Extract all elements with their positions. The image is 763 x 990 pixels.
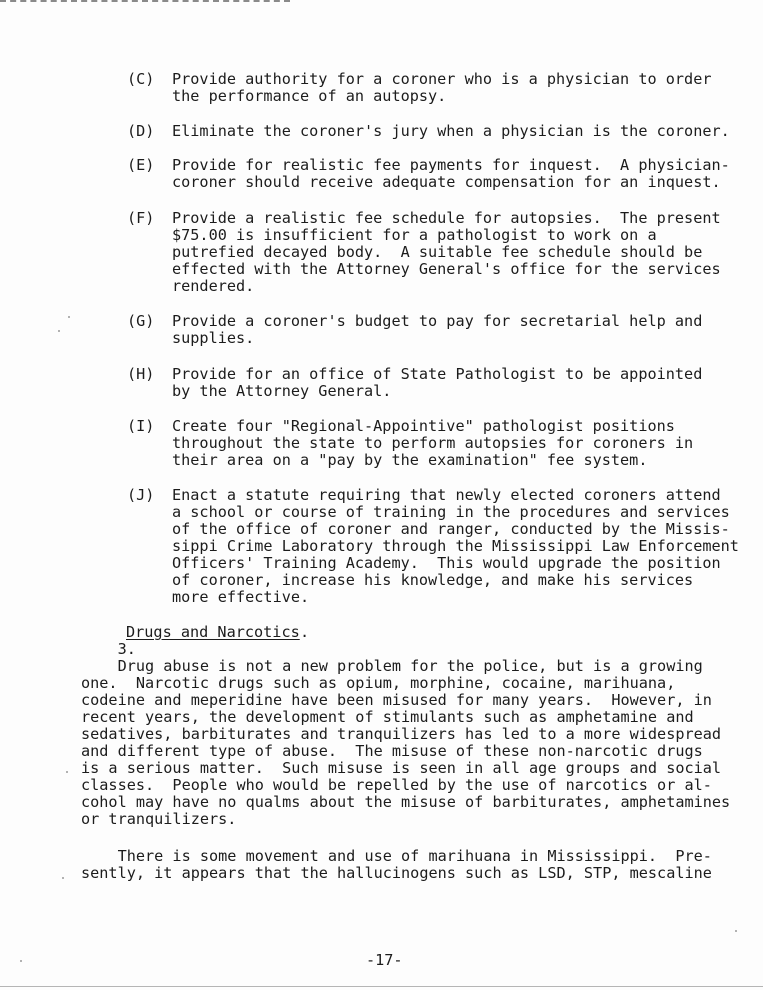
- section-number: 3.: [117, 640, 136, 658]
- item-text-line: Provide a realistic fee schedule for autopsies. The present: [172, 209, 721, 227]
- scan-speck: [62, 877, 64, 879]
- scan-speck: [58, 330, 60, 332]
- item-label: (C): [127, 70, 155, 88]
- item-text-line: Officers' Training Academy. This would upgrade the position: [172, 554, 721, 572]
- item-text-line: Provide a coroner's budget to pay for secretarial help and: [172, 312, 703, 330]
- item-text-line: their area on a "pay by the examination" fee system.: [172, 451, 648, 469]
- item-label: (E): [127, 156, 155, 174]
- item-text-line: Eliminate the coroner's jury when a physician is the coroner.: [172, 122, 730, 140]
- item-text-line: Provide for an office of State Pathologist to be appointed: [172, 365, 703, 383]
- item-text-line: effected with the Attorney General's office for the services: [172, 260, 721, 278]
- item-label: (J): [127, 486, 155, 504]
- item-label: (F): [127, 209, 155, 227]
- item-text-line: by the Attorney General.: [172, 382, 392, 400]
- top-edge-rule: [0, 0, 290, 2]
- paragraph-line: or tranquilizers.: [81, 810, 237, 828]
- paragraph-line: cohol may have no qualms about the misuse of barbiturates, amphetamines: [81, 793, 731, 811]
- scan-speck: [20, 960, 22, 962]
- item-text-line: Create four "Regional-Appointive" pathologist positions: [172, 417, 675, 435]
- item-text-line: supplies.: [172, 329, 255, 347]
- body-paragraph: [81, 848, 751, 882]
- item-text-line: Enact a statute requiring that newly elected coroners attend: [172, 486, 721, 504]
- scan-speck: [66, 771, 68, 773]
- item-text-line: the performance of an autopsy.: [172, 87, 447, 105]
- item-text-line: Provide authority for a coroner who is a physician to order: [172, 70, 712, 88]
- paragraph-line: sedatives, barbiturates and tranquilizers has led to a more widespread: [81, 725, 722, 743]
- item-text-line: sippi Crime Laboratory through the Mississippi Law Enforcement: [172, 537, 739, 555]
- paragraph-line: one. Narcotic drugs such as opium, morphine, cocaine, marihuana,: [81, 674, 676, 692]
- scan-speck: [735, 930, 737, 932]
- paragraph-line: Drug abuse is not a new problem for the police, but is a growing: [81, 657, 703, 675]
- paragraph-line: codeine and meperidine have been misused for many years. However, in: [81, 691, 712, 709]
- item-text-line: more effective.: [172, 588, 310, 606]
- page-number: -17-: [366, 951, 403, 969]
- item-label: (D): [127, 122, 155, 140]
- section-title: Drugs and Narcotics: [126, 623, 300, 641]
- item-text-line: of coroner, increase his knowledge, and make his services: [172, 571, 694, 589]
- item-label: (I): [127, 417, 155, 435]
- paragraph-line: There is some movement and use of marihuana in Mississippi. Pre-: [81, 847, 712, 865]
- item-text-line: coroner should receive adequate compensation for an inquest.: [172, 173, 721, 191]
- section-title-period: .: [300, 623, 310, 641]
- item-text-line: a school or course of training in the procedures and services: [172, 503, 730, 521]
- item-label: (H): [127, 365, 155, 383]
- item-text-line: rendered.: [172, 277, 255, 295]
- item-text-line: $75.00 is insufficient for a pathologist to work on a: [172, 226, 657, 244]
- paragraph-line: recent years, the development of stimulants such as amphetamine and: [81, 708, 694, 726]
- paragraph-line: and different type of abuse. The misuse of these non-narcotic drugs: [81, 742, 703, 760]
- item-text-line: putrefied decayed body. A suitable fee schedule should be: [172, 243, 703, 261]
- item-text-line: of the office of coroner and ranger, conducted by the Missis-: [172, 520, 730, 538]
- item-text-line: Provide for realistic fee payments for inquest. A physician-: [172, 156, 730, 174]
- scan-speck: [68, 316, 70, 318]
- bottom-edge-rule: [0, 986, 763, 987]
- item-text-line: throughout the state to perform autopsies for coroners in: [172, 434, 694, 452]
- paragraph-line: classes. People who would be repelled by the use of narcotics or al-: [81, 776, 712, 794]
- paragraph-line: is a serious matter. Such misuse is seen in all age groups and social: [81, 759, 722, 777]
- item-label: (G): [127, 312, 155, 330]
- paragraph-line: sently, it appears that the hallucinogens such as LSD, STP, mescaline: [81, 864, 712, 882]
- body-paragraph: [81, 658, 751, 828]
